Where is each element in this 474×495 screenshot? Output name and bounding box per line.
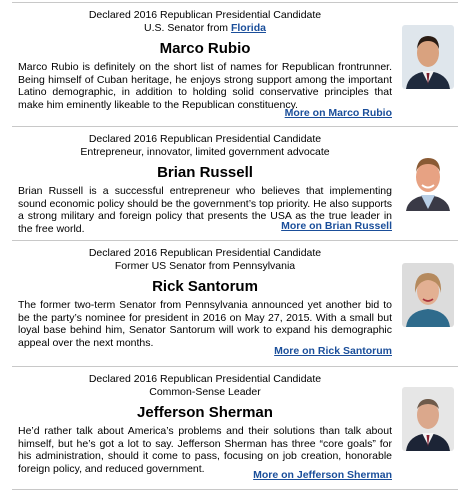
candidate-name: Rick Santorum <box>152 278 258 295</box>
candidate-role <box>18 22 392 35</box>
florida-link[interactable]: Florida <box>230 22 266 34</box>
candidate-role: Entrepreneur, innovator, limited government advocate <box>80 146 330 158</box>
candidate-name: Marco Rubio <box>159 40 251 57</box>
candidate-card-russell <box>12 126 458 240</box>
candidate-status: Declared 2016 Republican Presidential Candidate <box>88 247 322 259</box>
more-on-brian-russell-link[interactable]: More on Brian Russell <box>281 220 392 232</box>
candidate-role-text: U.S. Senator from <box>144 22 231 34</box>
more-on-jefferson-sherman-link[interactable]: More on Jefferson Sherman <box>253 469 392 481</box>
candidate-bio: Marco Rubio is definitely on the short list of names for Republican frontrunner. Being himself of Cuban heritage, he enjoys strong support among the important Latino demographic, in addition to holding solid conservative principles that make him eminently likeable to the Republican constituency. <box>18 61 392 111</box>
candidate-bio: Brian Russell is a successful entrepreneur who believes that implementing sound economic policy should be the government’s top priority. He also supports a strong military and foreign policy that presents the USA as the true leader in the free world. <box>18 185 392 235</box>
candidate-name: Jefferson Sherman <box>137 404 273 421</box>
candidate-card-sherman <box>12 366 458 490</box>
more-on-marco-rubio-link[interactable]: More on Marco Rubio <box>284 107 392 119</box>
candidate-bio: He’d rather talk about America’s problems and their solutions than talk about himself, but he’s got a lot to say. Jefferson Sherman has three “core goals” for his administration, should it come to pass, focusing on job creation, honorable foreign policy, and reduced government. <box>18 425 392 475</box>
candidate-photo-sherman <box>402 387 454 451</box>
candidate-text <box>18 247 392 349</box>
candidate-bio: The former two-term Senator from Pennsylvania announced yet another bid to be the party’s nominee for president in 2016 on May 27, 2015. With a small but loyal base behind him, Senator Santorum will work to expand his demographic appeal over the next months. <box>18 299 392 349</box>
candidate-photo-rubio <box>402 25 454 89</box>
candidate-status: Declared 2016 Republican Presidential Candidate <box>88 373 322 385</box>
candidate-card-rubio <box>12 2 458 126</box>
candidate-role: Former US Senator from Pennsylvania <box>114 260 296 272</box>
candidate-card-santorum <box>12 240 458 366</box>
candidate-status: Declared 2016 Republican Presidential Candidate <box>88 133 322 145</box>
candidate-name: Brian Russell <box>157 164 253 181</box>
more-on-rick-santorum-link[interactable]: More on Rick Santorum <box>274 345 392 357</box>
candidate-text <box>18 9 392 111</box>
candidate-role: Common-Sense Leader <box>149 386 261 398</box>
candidate-photo-russell <box>402 147 454 211</box>
candidate-text <box>18 373 392 475</box>
candidate-photo-santorum <box>402 263 454 327</box>
candidate-status: Declared 2016 Republican Presidential Candidate <box>88 9 322 21</box>
